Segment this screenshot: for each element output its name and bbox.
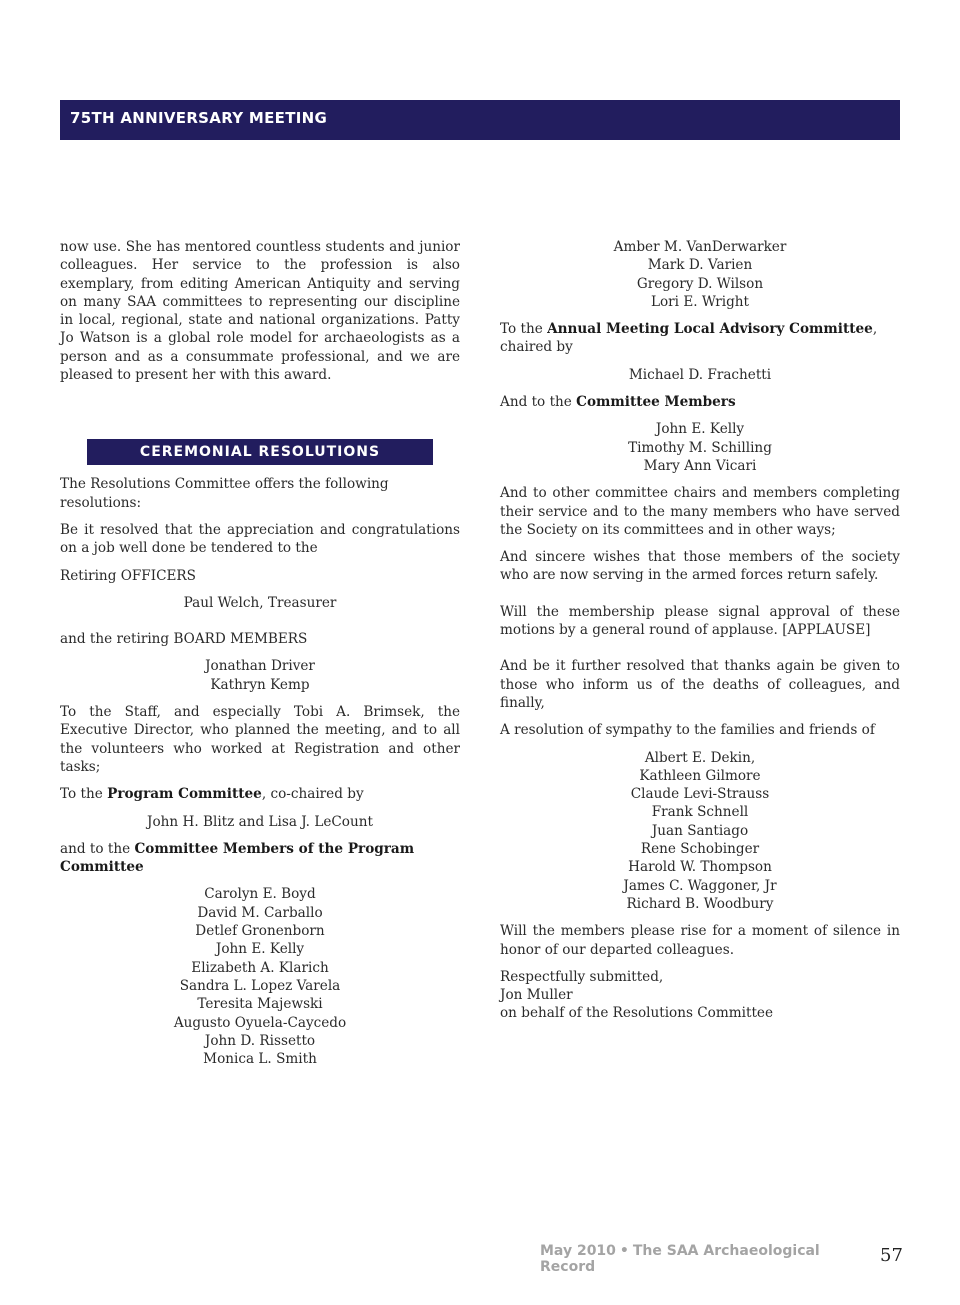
footer-issue: May 2010: [540, 1243, 616, 1259]
staff-paragraph: To the Staff, and especially Tobi A. Brimsek, the Executive Director, who planned the meeting, and to all the volunteers who worked at Registration and other tasks;: [60, 704, 460, 775]
list-item: Albert E. Dekin,: [644, 749, 756, 766]
list-item: Carolyn E. Boyd: [204, 886, 316, 903]
silence-paragraph: Will the members please rise for a moment of silence in honor of our departed colleagues.: [500, 923, 900, 958]
list-item: Lori E. Wright: [650, 293, 750, 310]
list-item: Sandra L. Lopez Varela: [179, 977, 341, 994]
other-committees-paragraph: And to other committee chairs and members completing their service and to the many members who have served the Society on its committees and in other ways;: [500, 485, 900, 538]
local-advisory-committee-name: Annual Meeting Local Advisory Committee: [547, 321, 873, 338]
left-column: [60, 238, 460, 1077]
list-item: John D. Rissetto: [204, 1032, 316, 1049]
program-members-paragraph: [60, 840, 460, 877]
list-item: Elizabeth A. Klarich: [191, 959, 329, 976]
resolutions-intro: The Resolutions Committee offers the following resolutions:: [60, 476, 389, 511]
list-item: Timothy M. Schilling: [628, 439, 772, 456]
list-item: David M. Carballo: [197, 904, 323, 921]
header-title: 75TH ANNIVERSARY MEETING: [70, 109, 328, 127]
applause-paragraph: Will the membership please signal approval of these motions by a general round of applause. [APPLAUSE]: [500, 603, 900, 639]
text-run: and to the: [60, 840, 135, 857]
text-run: To the: [60, 786, 108, 803]
text-run: And to the: [500, 394, 577, 411]
list-item: Harold W. Thompson: [628, 859, 772, 876]
list-item: Kathleen Gilmore: [639, 767, 761, 784]
page-footer: [540, 1243, 840, 1275]
list-item: Teresita Majewski: [197, 996, 323, 1013]
board-members-list: [60, 657, 460, 694]
retiring-officers-label: Retiring OFFICERS: [60, 567, 196, 584]
program-committee-paragraph: [60, 785, 460, 803]
right-column: [500, 238, 900, 1023]
list-item: Augusto Oyuela-Caycedo: [173, 1014, 347, 1031]
list-item: Frank Schnell: [651, 804, 749, 821]
list-item: Mary Ann Vicari: [643, 457, 757, 474]
signoff-line: Jon Muller: [500, 987, 573, 1004]
deceased-list: [500, 749, 900, 914]
list-item: Richard B. Woodbury: [626, 895, 774, 912]
list-item: James C. Waggoner, Jr: [623, 877, 777, 894]
list-item: Claude Levi-Strauss: [630, 786, 770, 803]
list-item: Monica L. Smith: [203, 1051, 317, 1068]
board-members-label: and the retiring BOARD MEMBERS: [60, 631, 308, 648]
signoff-line: Respectfully submitted,: [500, 968, 664, 985]
sympathy-paragraph: A resolution of sympathy to the families and friends of: [500, 722, 875, 739]
list-item: John E. Kelly: [215, 941, 305, 958]
list-item: John E. Kelly: [655, 421, 745, 438]
section-header-bar: [60, 100, 900, 140]
committee-members-heading: Committee Members: [576, 394, 736, 411]
text-run: , chaired by: [500, 321, 878, 356]
program-members-list: [60, 885, 460, 1068]
list-item: Kathryn Kemp: [210, 676, 310, 693]
program-members-list-continued: [500, 238, 900, 311]
thanks-paragraph: And be it further resolved that thanks again be given to those who inform us of the deaths of colleagues, and finally,: [500, 658, 900, 711]
list-item: Jonathan Driver: [205, 658, 315, 675]
list-item: Rene Schobinger: [640, 841, 760, 858]
signoff: [500, 968, 900, 1023]
officer-name: Paul Welch, Treasurer: [183, 594, 337, 611]
signoff-line: on behalf of the Resolutions Committee: [500, 1005, 774, 1022]
program-committee-name: Program Committee: [107, 786, 262, 803]
local-members-list: [500, 420, 900, 475]
program-chairs: John H. Blitz and Lisa J. LeCount: [147, 813, 373, 830]
committee-members-paragraph: [500, 393, 900, 411]
text-run: To the: [500, 321, 548, 338]
intro-paragraph: now use. She has mentored countless students and junior colleagues. Her service to the profession is also exemplary, from editing American Antiquity and serving on many SAA committees to representing our discipline in local, regional, state and national organizations. Patty Jo Watson is a global role model for archaeologists as a person and as a consummate professional, and we are pleased to present her with this award.: [60, 239, 460, 384]
list-item: Juan Santiago: [651, 822, 749, 839]
armed-forces-paragraph: And sincere wishes that those members of the society who are now serving in the armed forces return safely.: [500, 549, 900, 584]
list-item: Gregory D. Wilson: [636, 275, 764, 292]
local-chair: Michael D. Frachetti: [628, 366, 772, 383]
resolution-paragraph: Be it resolved that the appreciation and congratulations on a job well done be tendered to the: [60, 521, 460, 557]
page-number: 57: [880, 1245, 903, 1266]
footer-bullet: •: [619, 1243, 629, 1259]
footer-journal: The SAA Archaeological Record: [540, 1243, 820, 1275]
text-run: , co-chaired by: [261, 786, 364, 803]
list-item: Amber M. VanDerwarker: [613, 239, 787, 255]
ceremonial-resolutions-heading: CEREMONIAL RESOLUTIONS: [87, 439, 433, 465]
program-members-heading: Committee Members of the Program Committee: [60, 840, 415, 876]
local-advisory-paragraph: [500, 320, 900, 357]
list-item: Mark D. Varien: [647, 257, 753, 274]
list-item: Detlef Gronenborn: [195, 923, 325, 940]
